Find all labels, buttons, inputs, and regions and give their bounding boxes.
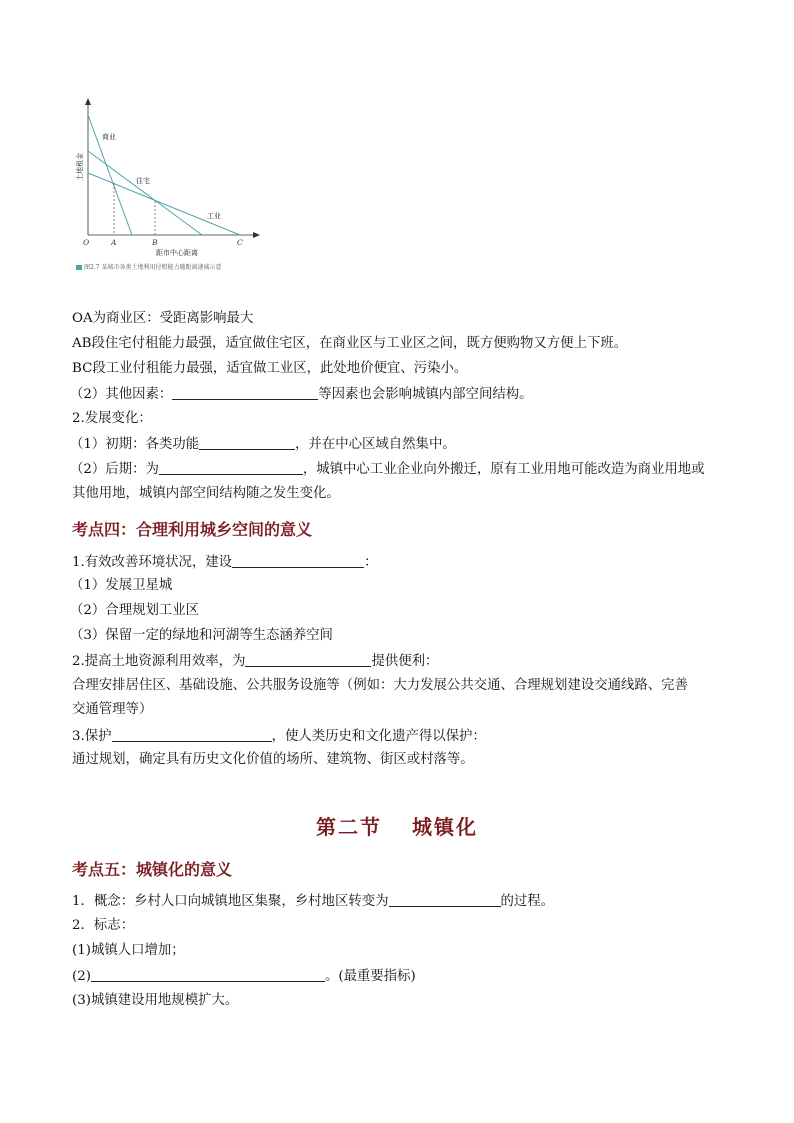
late-stage-prefix: （2）后期：为 xyxy=(70,462,159,477)
early-stage-suffix: ，并在中心区域自然集中。 xyxy=(295,437,456,452)
s4-item2-blank[interactable] xyxy=(245,652,371,667)
s4-item3-detail: 通过规划，确定具有历史文化价值的场所、建筑物、街区或村落等。 xyxy=(72,752,474,767)
ab-line: AB段住宅付租能力最强，适宜做住宅区，在商业区与工业区之间，既方便购物又方便上下班。 xyxy=(72,336,628,351)
s5-sign1: (1)城镇人口增加； xyxy=(72,943,185,958)
s5-concept-prefix: 1．概念：乡村人口向城镇地区集聚，乡村地区转变为 xyxy=(72,894,389,909)
s4-sub1: （1）发展卫星城 xyxy=(70,578,173,593)
figure-caption-text: 图2.7 某城市各类土地利用付租能力随距离递减示意 xyxy=(84,264,222,271)
s4-item2-detail-2: 交通管理等） xyxy=(72,702,153,717)
s5-sign2-prefix: (2) xyxy=(72,969,91,984)
point-a-label: A xyxy=(111,238,117,247)
y-axis-label: 土地租金 xyxy=(76,153,84,181)
heading-kaodian-5: 考点五：城镇化的意义 xyxy=(72,860,233,879)
caption-marker-icon xyxy=(76,265,82,270)
bc-line: BC段工业付租能力最强，适宜做工业区，此处地价便宜、污染小。 xyxy=(72,361,468,376)
s4-item1 xyxy=(72,553,377,572)
s4-item2-detail-1: 合理安排居住区、基础设施、公共服务设施等（例如：大力发展公共交通、合理规划建设交通线路、完善 xyxy=(72,678,688,693)
section-title xyxy=(0,814,794,840)
industrial-rent-line xyxy=(88,173,240,235)
s5-concept xyxy=(72,892,554,911)
late-stage-blank[interactable] xyxy=(159,460,303,475)
early-stage-prefix: （1）初期：各类功能 xyxy=(70,437,200,452)
s5-concept-suffix: 的过程。 xyxy=(500,894,555,909)
s4-sub3: （3）保留一定的绿地和河湖等生态涵养空间 xyxy=(70,628,333,643)
s4-item1-blank[interactable] xyxy=(232,553,364,568)
early-stage-blank[interactable] xyxy=(199,435,295,450)
point-b-label: B xyxy=(152,238,158,247)
heading-kaodian-4: 考点四：合理利用城乡空间的意义 xyxy=(72,520,313,539)
section-name: 城镇化 xyxy=(412,815,478,839)
residential-rent-line xyxy=(88,151,202,235)
s4-item2-prefix: 2.提高土地资源利用效率，为 xyxy=(72,654,246,669)
residential-label: 住宅 xyxy=(136,177,150,185)
s4-item2-suffix: 提供便利： xyxy=(371,654,439,669)
late-stage-continuation: 其他用地，城镇内部空间结构随之发生变化。 xyxy=(72,486,340,501)
s5-sign2-suffix: 。(最重要指标) xyxy=(324,969,416,984)
s5-sign-title: 2．标志： xyxy=(72,918,135,933)
late-stage-line xyxy=(70,460,705,479)
s4-item1-suffix: ： xyxy=(364,555,378,570)
x-axis-label: 距市中心距离 xyxy=(156,249,198,257)
bid-rent-figure xyxy=(70,95,270,275)
s4-item3-prefix: 3.保护 xyxy=(72,729,112,744)
s5-concept-blank[interactable] xyxy=(389,892,501,907)
point-c-label: C xyxy=(237,238,243,247)
s5-sign2-blank[interactable] xyxy=(91,967,325,982)
s4-item3-suffix: ，使人类历史和文化遗产得以保护： xyxy=(271,729,486,744)
s4-item1-prefix: 1.有效改善环境状况，建设 xyxy=(72,555,233,570)
other-factors-prefix: （2）其他因素： xyxy=(70,387,173,402)
commercial-label: 商业 xyxy=(102,133,116,141)
s4-item3 xyxy=(72,727,486,746)
bid-rent-diagram xyxy=(70,95,270,260)
other-factors-blank[interactable] xyxy=(172,385,318,400)
section-number: 第二节 xyxy=(316,815,382,839)
other-factors-line xyxy=(70,385,533,404)
development-title: 2.发展变化： xyxy=(72,411,152,426)
industrial-label: 工业 xyxy=(207,212,221,220)
oa-line: OA为商业区：受距离影响最大 xyxy=(72,311,254,326)
other-factors-suffix: 等因素也会影响城镇内部空间结构。 xyxy=(318,387,533,402)
s5-sign2 xyxy=(72,967,416,986)
s4-sub2: （2）合理规划工业区 xyxy=(70,603,200,618)
s4-item2 xyxy=(72,652,438,671)
figure-caption xyxy=(76,262,221,271)
late-stage-suffix: ，城镇中心工业企业向外搬迁，原有工业用地可能改造为商业用地或 xyxy=(302,462,705,477)
y-axis-arrow xyxy=(85,98,91,105)
point-o-label: O xyxy=(83,238,90,247)
s5-sign3: (3)城镇建设用地规模扩大。 xyxy=(72,993,239,1008)
x-axis-arrow xyxy=(253,232,260,238)
s4-item3-blank[interactable] xyxy=(112,727,272,742)
early-stage-line xyxy=(70,435,456,454)
